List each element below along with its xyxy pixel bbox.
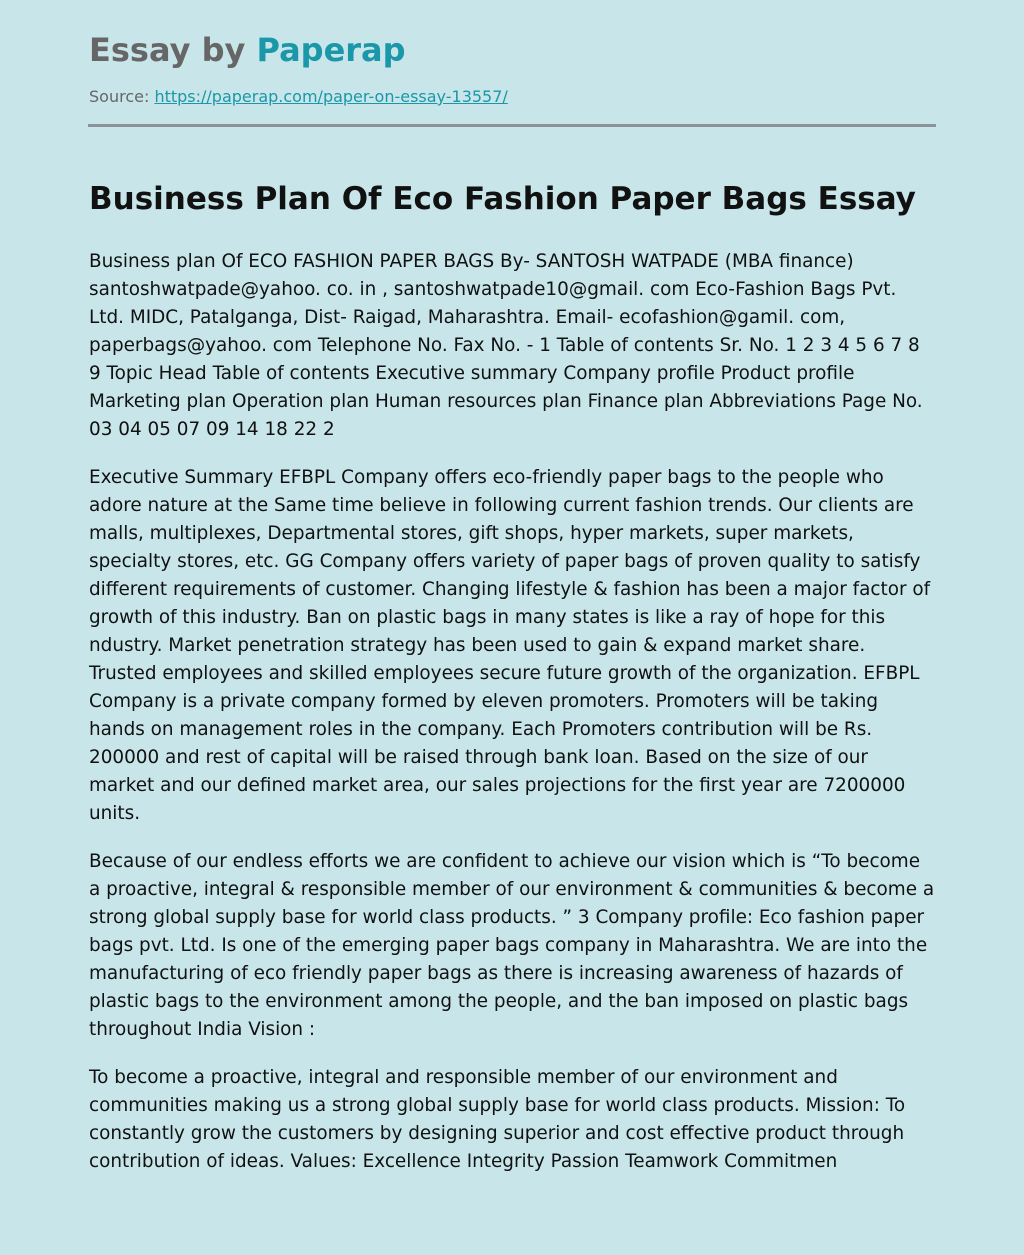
brand-prefix: Essay by xyxy=(89,31,257,69)
brand-name: Paperap xyxy=(256,31,406,69)
article-paragraph: Because of our endless efforts we are confident to achieve our vision which is “To become a proactive, integral & responsible member of our environment & communities & become a strong global supply base for world class products. ” 3 Company profile: Eco fashion paper bags pvt. Ltd. Is one of the emerging paper bags company in Maharashtra. We are into the manufacturing of eco friendly paper bags as there is increasing awareness of hazards of plastic bags to the environment among the people, and the ban imposed on plastic bags throughout India Vision : xyxy=(89,851,935,1040)
article-paragraph: Business plan Of ECO FASHION PAPER BAGS By- SANTOSH WATPADE (MBA finance) santoshwatpade@yahoo. co. in , santoshwatpade10@gmail. com Eco-Fashion Bags Pvt. Ltd. MIDC, Patalganga, Dist- Raigad, Maharashtra. Email- ecofashion@gamil. com, paperbags@yahoo. com Telephone No. Fax No. - 1 Table of contents Sr. No. 1 2 3 4 5 6 7 8 9 Topic Head Table of contents Executive summary Company profile Product profile Marketing plan Operation plan Human resources plan Finance plan Abbreviations Page No. 03 04 05 07 09 14 18 22 2 xyxy=(89,251,923,440)
article-title: Business Plan Of Eco Fashion Paper Bags Essay xyxy=(89,181,916,217)
article-paragraph: To become a proactive, integral and responsible member of our environment and communities making us a strong global supply base for world class products. Mission: To constantly grow the customers by designing superior and cost effective product through contribution of ideas. Values: Excellence Integrity Passion Teamwork Commitmen xyxy=(89,1067,906,1172)
source-line xyxy=(89,86,937,108)
source-label: Source: xyxy=(89,87,155,106)
article-paragraph: Executive Summary EFBPL Company offers eco-friendly paper bags to the people who adore nature at the Same time believe in following current fashion trends. Our clients are malls, multiplexes, Departmental stores, gift shops, hyper markets, super markets, specialty stores, etc. GG Company offers variety of paper bags of proven quality to satisfy different requirements of customer. Changing lifestyle & fashion has been a major factor of growth of this industry. Ban on plastic bags in many states is like a ray of hope for this ndustry. Market penetration strategy has been used to gain & expand market share. Trusted employees and skilled employees secure future growth of the organization. EFBPL Company is a private company formed by eleven promoters. Promoters will be taking hands on management roles in the company. Each Promoters contribution will be Rs. 200000 and rest of capital will be raised through bank loan. Based on the size of our market and our defined market area, our sales projections for the first year are 7200000 units. xyxy=(89,467,931,824)
article xyxy=(89,180,937,1176)
site-header xyxy=(89,30,937,108)
header-divider xyxy=(88,124,936,127)
site-logo[interactable] xyxy=(89,30,937,70)
source-link[interactable]: https://paperap.com/paper-on-essay-13557/ xyxy=(154,87,508,106)
